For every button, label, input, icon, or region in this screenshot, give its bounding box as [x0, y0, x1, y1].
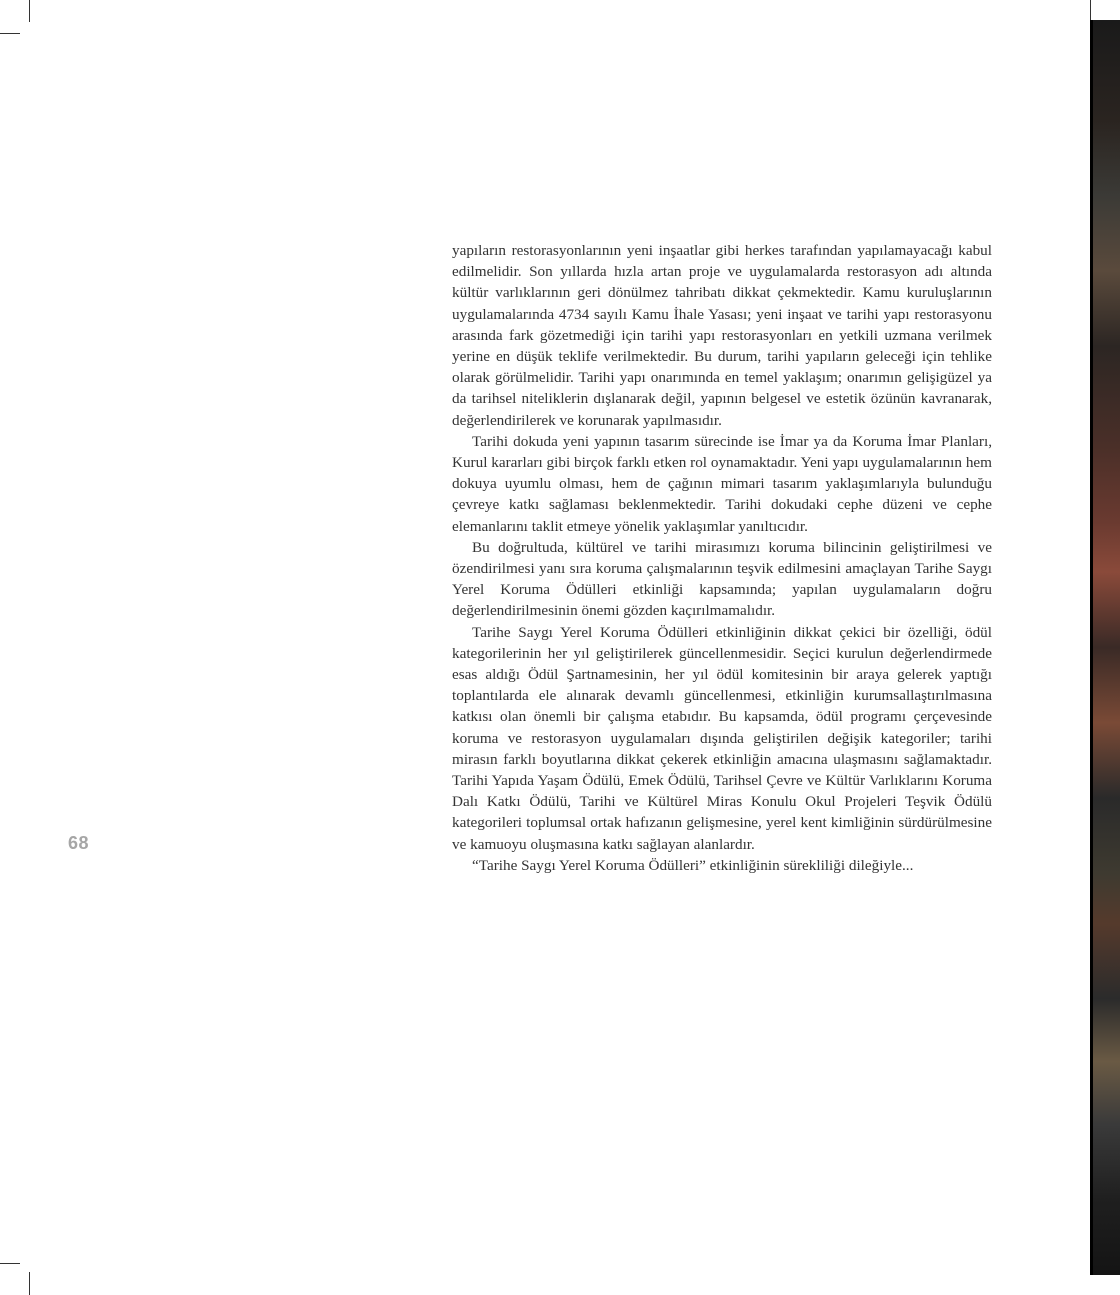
- crop-mark-bottom-left-horizontal: [0, 1263, 20, 1264]
- page-gutter-edge: [1090, 20, 1093, 1275]
- crop-mark-bottom-left-vertical: [29, 1272, 30, 1295]
- paragraph-4: Tarihe Saygı Yerel Koruma Ödülleri etkinliğinin dikkat çekici bir özelliği, ödül kategorilerinin her yıl geliştirilerek güncellenmesidir. Seçici kurulun değerlendirmede esas aldığı Ödül Şartnamesinin, her yıl ödül komitesinin bir araya gelerek yaptığı toplantılarda ele alınarak devamlı güncellenmesi, etkinliğin kurumsallaştırılmasına katkısı olan önemli bir çalışma etabıdır. Bu kapsamda, ödül programı çerçevesinde koruma ve restorasyon uygulamaları dışında geliştirilen değişik kategoriler; tarihi mirasın farklı boyutlarına dikkat çekerek etkinliğin amacına ulaşmasını sağlamaktadır. Tarihi Yapıda Yaşam Ödülü, Emek Ödülü, Tarihsel Çevre ve Kültür Varlıklarını Koruma Dalı Katkı Ödülü, Tarihi ve Kültürel Miras Konulu Okul Projeleri Teşvik Ödülü kategorileri toplumsal ortak hafızanın gelişmesine, yerel kent kimliğinin sürdürülmesine ve kamuoyu oluşmasına katkı sağlayan alanlardır.: [452, 623, 992, 853]
- paragraph-1: yapıların restorasyonlarının yeni inşaatlar gibi herkes tarafından yapılamayacağı kabul edilmelidir. Son yıllarda hızla artan proje ve uygulamalarda restorasyon adı altında kültür varlıklarının geri dönülmez tahribatı dikkat çekmektedir. Kamu kuruluşlarının uygulamalarında 4734 sayılı Kamu İhale Yasası; yeni inşaat ve tarihi yapı restorasyonu arasında fark gözetmediği için tarihi yapı restorasyonları en yetkili uzmana verilmek yerine en düşük teklife verilmektedir. Bu durum, tarihi yapıların geleceği için tehlike olarak görülmelidir. Tarihi yapı onarımında en temel yaklaşım; onarımın gelişigüzel ya da tarihsel niteliklerin dışlanarak değil, yapının belgesel ve estetik özünün kavranarak, değerlendirilerek ve korunarak yapılmasıdır.: [452, 242, 992, 429]
- paragraph-3: Bu doğrultuda, kültürel ve tarihi mirasımızı koruma bilincinin geliştirilmesi ve özendirilmesi yanı sıra koruma çalışmalarının teşvik edilmesini amaçlayan Tarihe Saygı Yerel Koruma Ödülleri etkinliği kapsamında; yapılan uygulamaların doğru değerlendirilmesinin önemi gözden kaçırılmamalıdır.: [452, 538, 992, 620]
- crop-mark-top-right-vertical: [1090, 0, 1091, 22]
- facing-page-photo-bleed: [1090, 20, 1120, 1275]
- crop-mark-top-left-horizontal: [0, 33, 20, 34]
- paragraph-5: “Tarihe Saygı Yerel Koruma Ödülleri” etkinliğinin sürekliliği dileğiyle...: [472, 856, 914, 874]
- page-number: 68: [68, 833, 90, 853]
- paragraph-2: Tarihi dokuda yeni yapının tasarım sürecinde ise İmar ya da Koruma İmar Planları, Kurul kararları gibi birçok farklı etken rol oynamaktadır. Yeni yapı uygulamalarının hem dokuya uyumlu olması, hem de çağının mimari tasarım yaklaşımlarıyla bulunduğu çevreye katkı sağlaması beklenmektedir. Tarihi dokudaki cephe düzeni ve cephe elemanlarını taklit etmeye yönelik yaklaşımlar yanıltıcıdır.: [452, 432, 992, 535]
- crop-mark-top-left-vertical: [29, 0, 30, 22]
- article-body: [452, 240, 992, 876]
